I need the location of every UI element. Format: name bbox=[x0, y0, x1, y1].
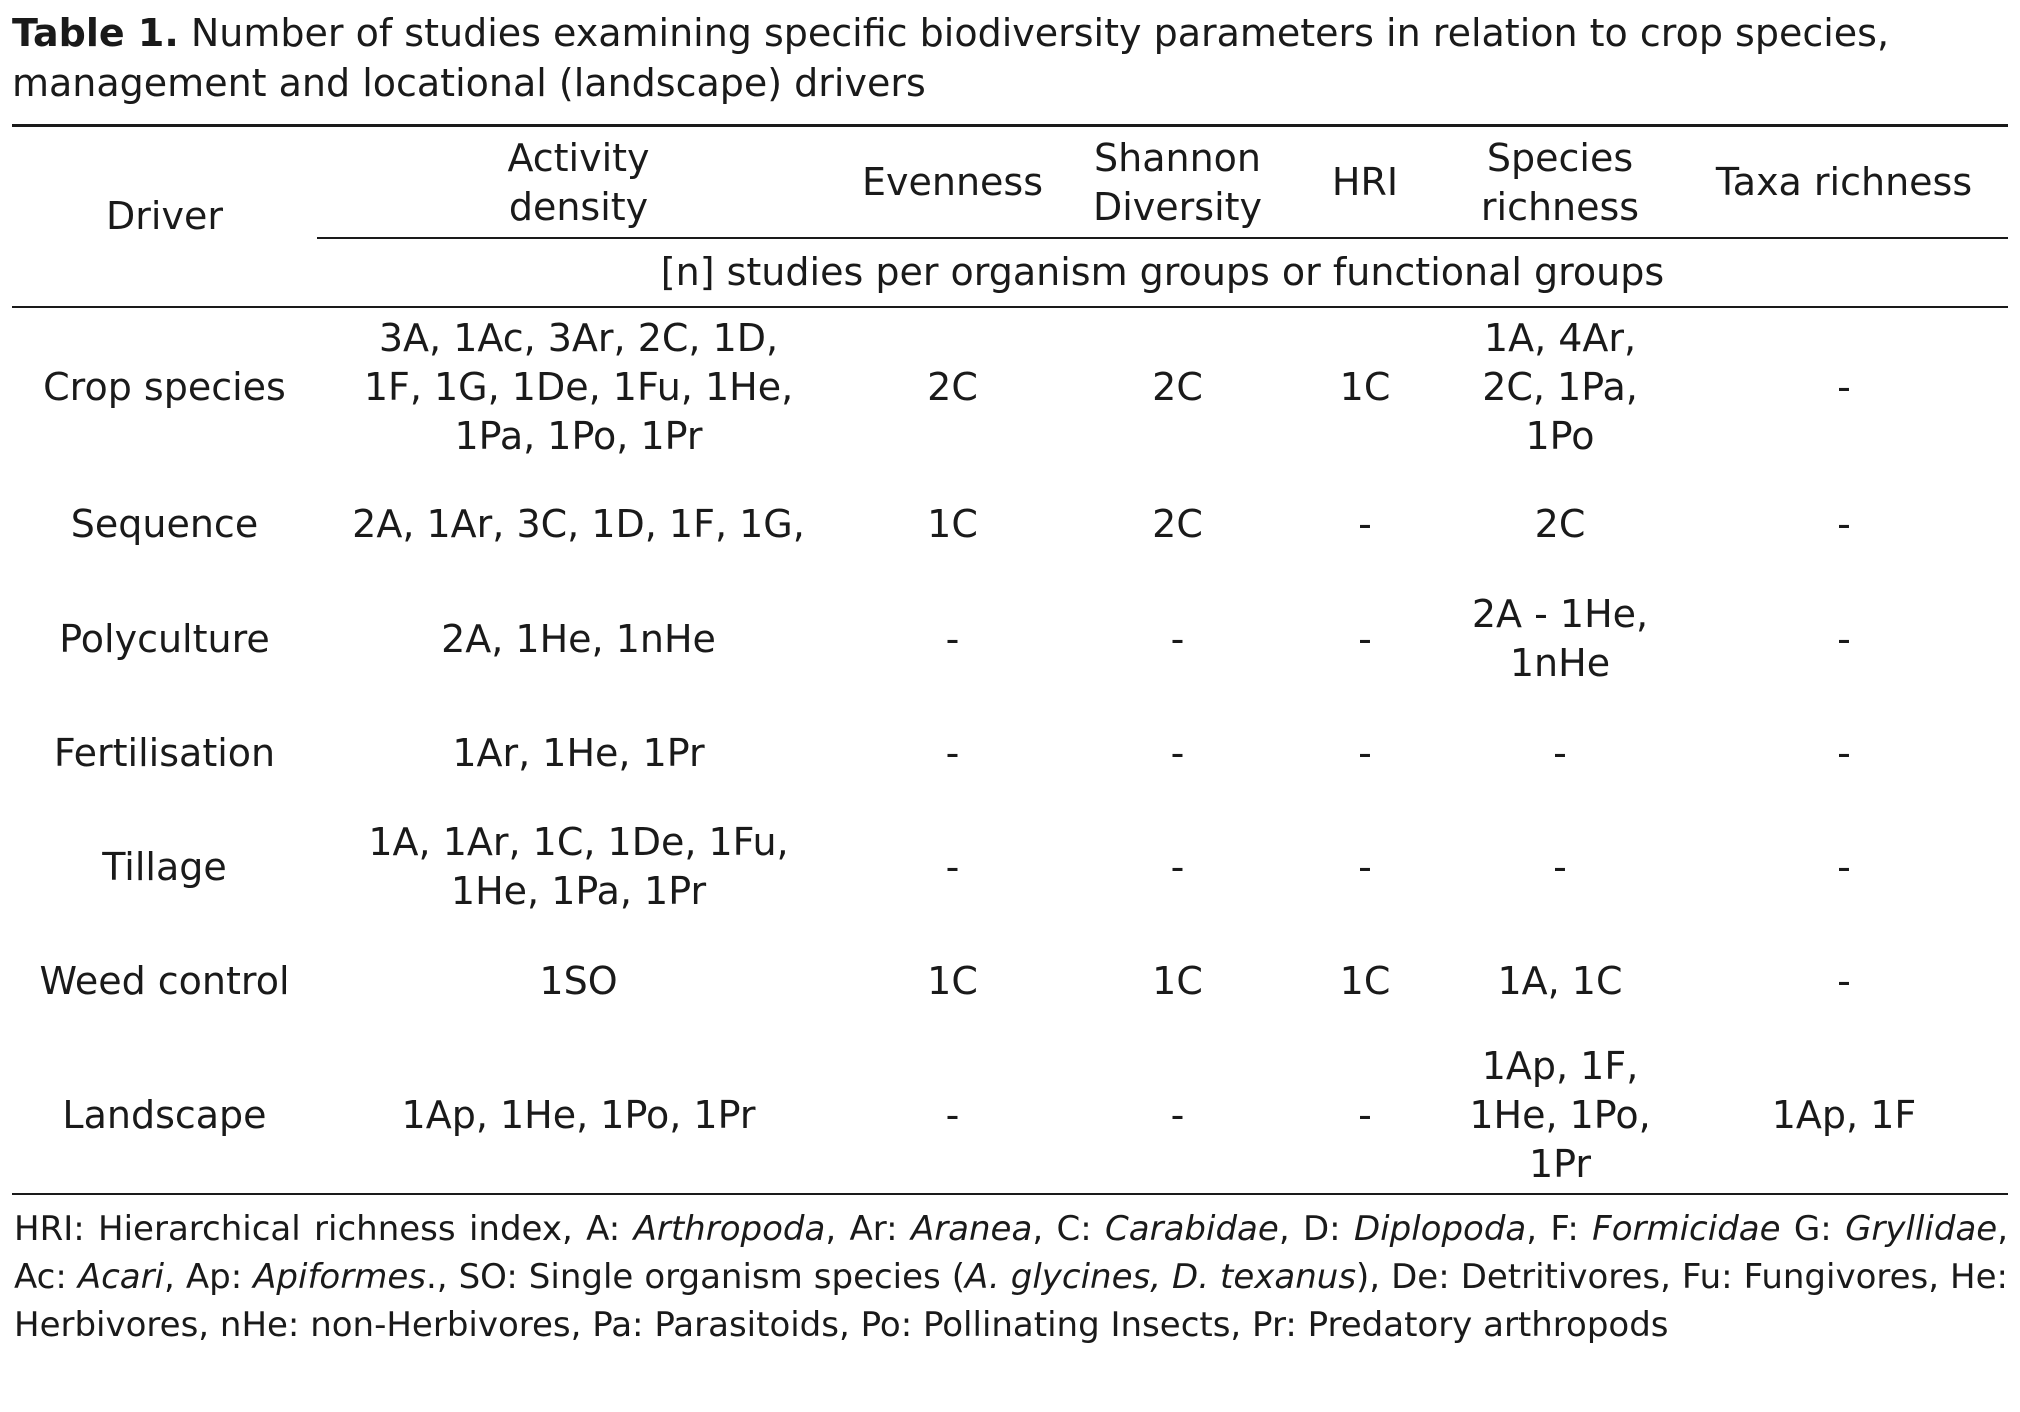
table-cell bbox=[1680, 696, 2008, 810]
footnote-text: ), De: Detritivores, Fu: Fungivores, He: Herbivores, nHe: non-Herbivores, Pa: Parasitoids, Po: Pollinating Insects, Pr: Predatory arthropods bbox=[14, 1257, 2008, 1345]
table-cell bbox=[1680, 1038, 2008, 1193]
table-cell bbox=[1440, 308, 1680, 467]
table-cell bbox=[840, 308, 1065, 467]
footnote-text: , F: bbox=[1526, 1209, 1593, 1249]
table-caption bbox=[12, 8, 2008, 108]
table-cell-line: 3A, 1Ac, 3Ar, 2C, 1D, bbox=[378, 316, 779, 360]
header-column bbox=[317, 128, 840, 237]
table-cell bbox=[1680, 924, 2008, 1038]
table-cell-line: 2A - 1He, bbox=[1471, 592, 1649, 636]
footnote-text: ., SO: Single organism species ( bbox=[425, 1257, 966, 1297]
table-cell bbox=[1680, 308, 2008, 467]
table-cell-line: 1C bbox=[927, 958, 978, 1003]
footnote-taxon: Carabidae bbox=[1105, 1209, 1279, 1249]
row-driver: Tillage bbox=[102, 844, 227, 889]
table-cell bbox=[317, 924, 840, 1038]
table-cell bbox=[1440, 467, 1680, 582]
table-cell bbox=[1290, 1038, 1440, 1193]
table-cell bbox=[1065, 308, 1290, 467]
table-cell-line: - bbox=[1837, 365, 1851, 409]
header-column-line: Taxa richness bbox=[1715, 160, 1973, 204]
table-cell bbox=[1065, 810, 1290, 924]
table-cell-line: - bbox=[1358, 616, 1372, 661]
table-cell-line: 2C bbox=[1534, 502, 1586, 546]
header-column bbox=[1065, 128, 1290, 237]
header-column-line: Shannon bbox=[1094, 135, 1261, 180]
table-cell-line: 1Ap, 1He, 1Po, 1Pr bbox=[401, 1093, 756, 1137]
table-cell bbox=[317, 582, 840, 696]
table-cell-line: - bbox=[945, 616, 960, 661]
table-cell-line: - bbox=[1170, 730, 1185, 775]
table-cell bbox=[317, 1038, 840, 1193]
table-cell bbox=[1290, 810, 1440, 924]
table-cell bbox=[317, 810, 840, 924]
table-cell-line: 1C bbox=[1339, 958, 1391, 1003]
table-cell bbox=[840, 1038, 1065, 1193]
footnote-taxon: A. glycines, D. texanus bbox=[965, 1257, 1357, 1297]
table-cell bbox=[1065, 696, 1290, 810]
table-cell-line: 1A, 1C bbox=[1497, 958, 1623, 1003]
footnote-text: , Ac: bbox=[14, 1209, 2009, 1297]
table-cell-line: - bbox=[1358, 502, 1372, 546]
table-caption-label: Table 1. bbox=[12, 11, 179, 55]
table-cell bbox=[840, 582, 1065, 696]
footnote-taxon: Diplopoda bbox=[1353, 1209, 1527, 1249]
table-cell-line: - bbox=[1358, 730, 1372, 775]
header-column bbox=[1440, 128, 1680, 237]
table-cell bbox=[1290, 924, 1440, 1038]
table-cell-line: - bbox=[1553, 844, 1567, 889]
table-cell bbox=[840, 696, 1065, 810]
footnote-text: , Ap: bbox=[164, 1257, 254, 1297]
table-cell-line: - bbox=[1358, 1093, 1372, 1137]
table-cell-line: 2A, 1Ar, 3C, 1D, 1F, 1G, bbox=[352, 502, 805, 546]
table-cell bbox=[1680, 810, 2008, 924]
table-cell bbox=[840, 924, 1065, 1038]
table-cell-line: 1SO bbox=[539, 958, 618, 1003]
table-cell bbox=[1065, 924, 1290, 1038]
table-cell-line: - bbox=[945, 844, 960, 889]
table-cell-line: 1Ar, 1He, 1Pr bbox=[452, 730, 705, 775]
table-cell-line: 2A, 1He, 1nHe bbox=[441, 616, 716, 661]
bottom-rule bbox=[12, 1193, 2008, 1195]
table-cell bbox=[1680, 582, 2008, 696]
table-cell-line: - bbox=[1170, 1093, 1185, 1137]
footnote-text: , D: bbox=[1278, 1209, 1354, 1249]
table-cell-line: 1C bbox=[1152, 958, 1203, 1003]
table-cell-line: 1He, 1Po, bbox=[1469, 1093, 1651, 1137]
table-cell bbox=[1680, 467, 2008, 582]
footnote-taxon: Acari bbox=[77, 1257, 165, 1297]
table-cell bbox=[1290, 696, 1440, 810]
table-cell-line: 1Ap, 1F, bbox=[1481, 1044, 1639, 1088]
header-column-line: HRI bbox=[1331, 160, 1399, 204]
footnote-taxon: Gryllidae bbox=[1845, 1209, 1998, 1249]
header-driver: Driver bbox=[106, 193, 223, 238]
table-cell-line: 1Ap, 1F bbox=[1771, 1093, 1917, 1137]
table-cell-line: 1A, 1Ar, 1C, 1De, 1Fu, bbox=[368, 820, 789, 864]
table-cell bbox=[1065, 582, 1290, 696]
table-cell-line: 1Pr bbox=[1528, 1142, 1592, 1186]
footnote-text: HRI: Hierarchical richness index, A: bbox=[14, 1209, 634, 1249]
table-cell-line: 2C bbox=[1152, 502, 1203, 546]
footnote-text: G: bbox=[1780, 1209, 1846, 1249]
footnote-taxon: Arthropoda bbox=[633, 1209, 826, 1249]
table-cell-line: - bbox=[1837, 730, 1851, 775]
header-column-line: Species bbox=[1486, 135, 1634, 180]
table-cell-line: - bbox=[945, 1093, 960, 1137]
table-cell-line: - bbox=[1837, 958, 1851, 1003]
row-driver: Crop species bbox=[43, 365, 286, 409]
header-column-line: richness bbox=[1480, 184, 1640, 229]
header-column-line: Diversity bbox=[1092, 184, 1263, 229]
table-cell bbox=[1290, 467, 1440, 582]
table-cell-line: 2C bbox=[927, 365, 978, 409]
footnote-taxon: Formicidae bbox=[1592, 1209, 1781, 1249]
header-column-line: density bbox=[508, 184, 649, 229]
table-cell-line: - bbox=[1553, 730, 1567, 775]
table-cell-line: - bbox=[1170, 616, 1185, 661]
footnote-taxon: Apiformes bbox=[253, 1257, 426, 1297]
table-footnote bbox=[14, 1205, 2008, 1349]
header-column bbox=[840, 128, 1065, 237]
table-caption-text: Number of studies examining specific biodiversity parameters in relation to crop species, management and locational (landscape) drivers bbox=[12, 11, 1890, 105]
table-cell-line: 1F, 1G, 1De, 1Fu, 1He, bbox=[363, 365, 794, 409]
table-cell bbox=[317, 696, 840, 810]
table-cell-line: 2C bbox=[1152, 365, 1203, 409]
table-cell bbox=[1440, 1038, 1680, 1193]
table-cell-line: 2C, 1Pa, bbox=[1482, 365, 1638, 409]
table-cell bbox=[317, 467, 840, 582]
row-driver: Weed control bbox=[39, 958, 290, 1003]
row-driver: Polyculture bbox=[59, 616, 270, 661]
table-cell-line: 1He, 1Pa, 1Pr bbox=[450, 869, 707, 913]
table-cell-line: - bbox=[1170, 844, 1185, 889]
table-cell-line: - bbox=[1837, 616, 1851, 661]
footnote-taxon: Aranea bbox=[910, 1209, 1033, 1249]
table-cell bbox=[840, 467, 1065, 582]
table-cell bbox=[1290, 582, 1440, 696]
table-cell-line: - bbox=[945, 730, 960, 775]
table-cell bbox=[1440, 924, 1680, 1038]
top-rule bbox=[12, 124, 2008, 127]
table-cell-line: 1C bbox=[1339, 365, 1391, 409]
table-cell bbox=[1440, 810, 1680, 924]
header-column-line: Evenness bbox=[861, 160, 1044, 204]
table-cell bbox=[317, 308, 840, 467]
table-cell bbox=[1065, 1038, 1290, 1193]
table-cell bbox=[1290, 308, 1440, 467]
table-cell-line: - bbox=[1837, 502, 1851, 546]
table-cell-line: - bbox=[1358, 844, 1372, 889]
row-driver: Landscape bbox=[62, 1093, 267, 1137]
footnote-text: , C: bbox=[1032, 1209, 1106, 1249]
table-cell-line: 1Po bbox=[1525, 414, 1595, 458]
table-cell-line: 1A, 4Ar, bbox=[1483, 316, 1637, 360]
table-cell-line: 1Pa, 1Po, 1Pr bbox=[454, 414, 703, 458]
table-cell-line: 1C bbox=[927, 502, 978, 546]
footnote-text: , Ar: bbox=[825, 1209, 911, 1249]
table-cell bbox=[840, 810, 1065, 924]
table-cell-line: - bbox=[1837, 844, 1851, 889]
row-driver: Sequence bbox=[70, 502, 259, 546]
table-cell bbox=[1440, 696, 1680, 810]
header-column bbox=[1290, 128, 1440, 237]
table-cell bbox=[1065, 467, 1290, 582]
table-cell bbox=[1440, 582, 1680, 696]
row-driver: Fertilisation bbox=[53, 730, 276, 775]
header-column-line: Activity bbox=[507, 135, 650, 180]
header-column bbox=[1680, 128, 2008, 237]
table-cell-line: 1nHe bbox=[1509, 641, 1611, 685]
header-subheader: [n] studies per organism groups or functional groups bbox=[660, 250, 1665, 294]
